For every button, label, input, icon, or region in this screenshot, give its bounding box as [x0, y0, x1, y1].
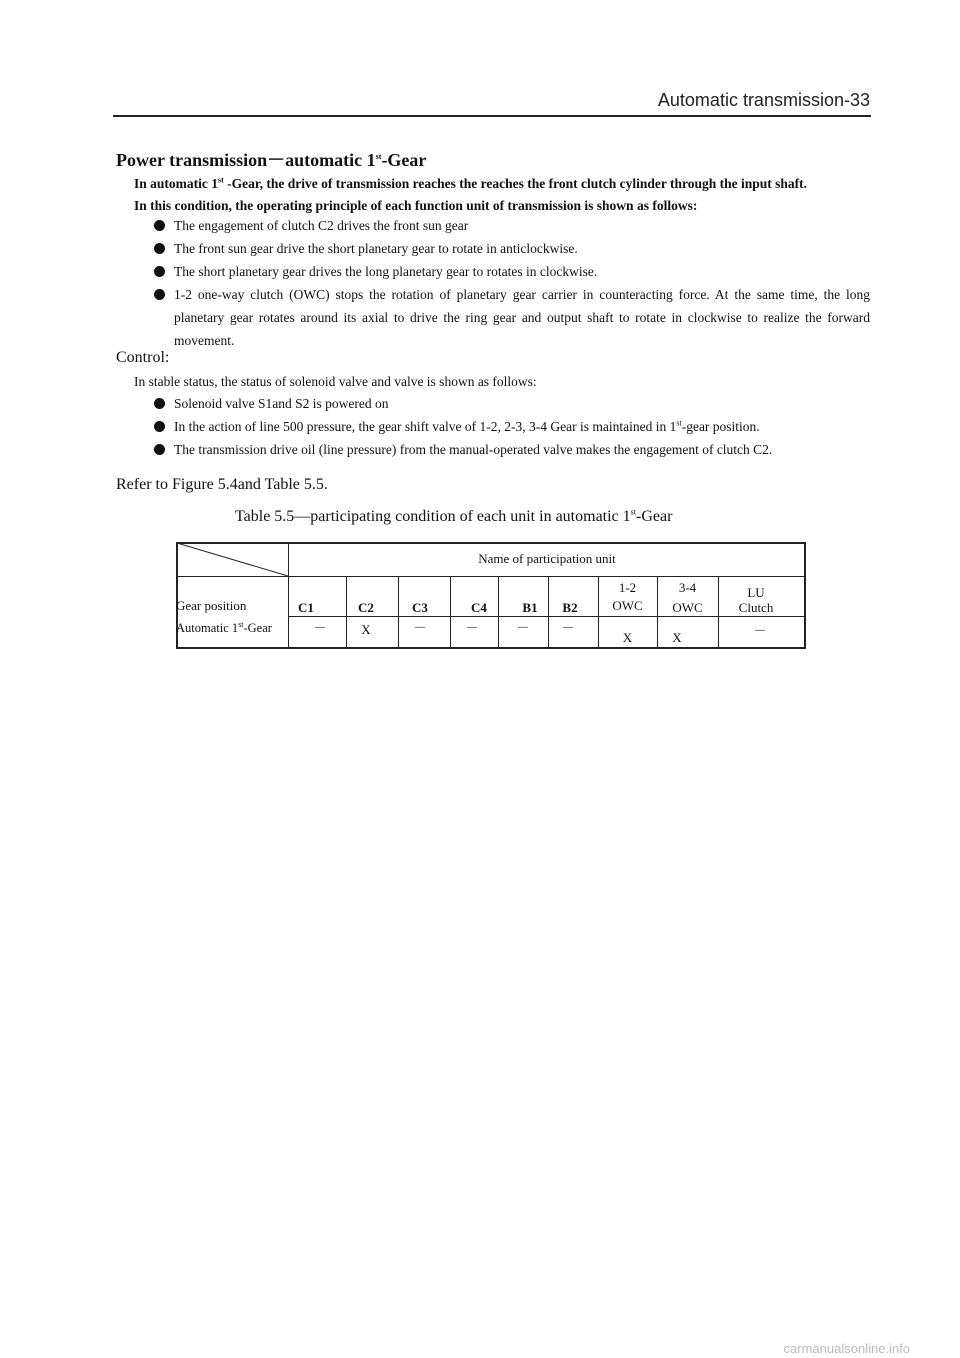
list-item-text: The front sun gear drive the short planetary gear to rotate in anticlockwise.	[174, 241, 578, 256]
table-col-divider	[498, 576, 499, 649]
row-label-text: Automatic 1	[176, 621, 239, 635]
cell-b1: －	[516, 620, 530, 635]
col-header-b1: B1	[522, 600, 538, 615]
caption-text: Table 5.5—participating condition of each unit in automatic 1	[235, 508, 631, 525]
list-item-text: The short planetary gear drives the long planetary gear to rotates in clockwise.	[174, 264, 598, 279]
row-header: Gear position	[176, 598, 247, 613]
col-header-c3: C3	[412, 600, 428, 615]
section-title-sup: st	[375, 152, 382, 161]
col-header-lu-bottom: Clutch	[738, 600, 774, 615]
section-title-text: Power transmission－automatic 1	[116, 150, 376, 170]
col-header-c1: C1	[298, 600, 314, 615]
cell-c2: X	[361, 622, 371, 637]
row-label-sup: st	[238, 619, 244, 629]
caption-sup: st	[630, 507, 636, 517]
control-intro: In stable status, the status of solenoid valve and valve is shown as follows:	[134, 374, 537, 389]
intro1-sup: st	[218, 175, 224, 185]
list-item-text: In the action of line 500 pressure, the gear shift valve of 1-2, 2-3, 3-4 Gear is maintained in 1	[174, 419, 677, 434]
row-label	[176, 621, 288, 636]
table-border-bottom	[176, 647, 806, 649]
page-header-title: Automatic transmission-33	[657, 90, 870, 110]
cell-owc34: X	[672, 630, 682, 645]
caption-suffix: -Gear	[636, 508, 673, 525]
cell-b2: －	[561, 620, 575, 635]
group-header: Name of participation unit	[478, 551, 616, 566]
cell-c3: －	[413, 620, 427, 635]
table-row-divider-1	[176, 576, 806, 577]
table-row-divider-2	[288, 616, 806, 617]
col-header-owc12-bottom: OWC	[612, 598, 643, 613]
intro1-suffix: -Gear, the drive of transmission reaches the reaches the front clutch cylinder through the input shaft.	[223, 176, 808, 191]
table-col-divider	[548, 576, 549, 649]
table-col-divider	[398, 576, 399, 649]
list-item-text: The engagement of clutch C2 drives the front sun gear	[174, 218, 469, 233]
list-item-text: Solenoid valve S1and S2 is powered on	[174, 396, 389, 411]
col-header-owc12-top: 1-2	[618, 580, 637, 595]
col-header-owc34-bottom: OWC	[672, 600, 703, 615]
footer-watermark: carmanualsonline.info	[783, 1341, 910, 1356]
list-item-sup: st	[676, 418, 682, 428]
cell-c4: －	[465, 620, 479, 635]
table-border-right	[804, 542, 806, 649]
list-item-text: 1-2 one-way clutch (OWC) stops the rotation of planetary gear carrier in counteracting force. At the same time, the long planetary gear rotates around its axial to drive the ring gear and output shaft to rotate in clockwise to realize the forward movement.	[174, 287, 870, 348]
intro1-text: In automatic 1	[134, 176, 218, 191]
section-title-suffix: -Gear	[381, 150, 427, 170]
control-title: Control:	[116, 349, 170, 366]
cell-c1: －	[313, 620, 327, 635]
row-label-suffix: -Gear	[243, 621, 272, 635]
table-col-divider	[288, 542, 289, 649]
table-col-divider	[346, 576, 347, 649]
intro-paragraph-2: In this condition, the operating principle of each function unit of transmission is shown as follows:	[134, 198, 698, 213]
col-header-b2: B2	[562, 600, 578, 615]
refer-text: Refer to Figure 5.4and Table 5.5.	[116, 476, 328, 493]
list-item-text: The transmission drive oil (line pressure) from the manual-operated valve makes the engagement of clutch C2.	[174, 442, 773, 457]
col-header-owc34-top: 3-4	[678, 580, 697, 595]
col-header-c4: C4	[471, 600, 487, 615]
cell-lu: －	[753, 623, 767, 638]
cell-owc12: X	[622, 630, 633, 645]
col-header-lu-top: LU	[747, 585, 765, 600]
col-header-c2: C2	[358, 600, 374, 615]
list-item-suffix: -gear position.	[681, 419, 760, 434]
table-col-divider	[450, 576, 451, 649]
table-diagonal-line	[177, 543, 288, 576]
